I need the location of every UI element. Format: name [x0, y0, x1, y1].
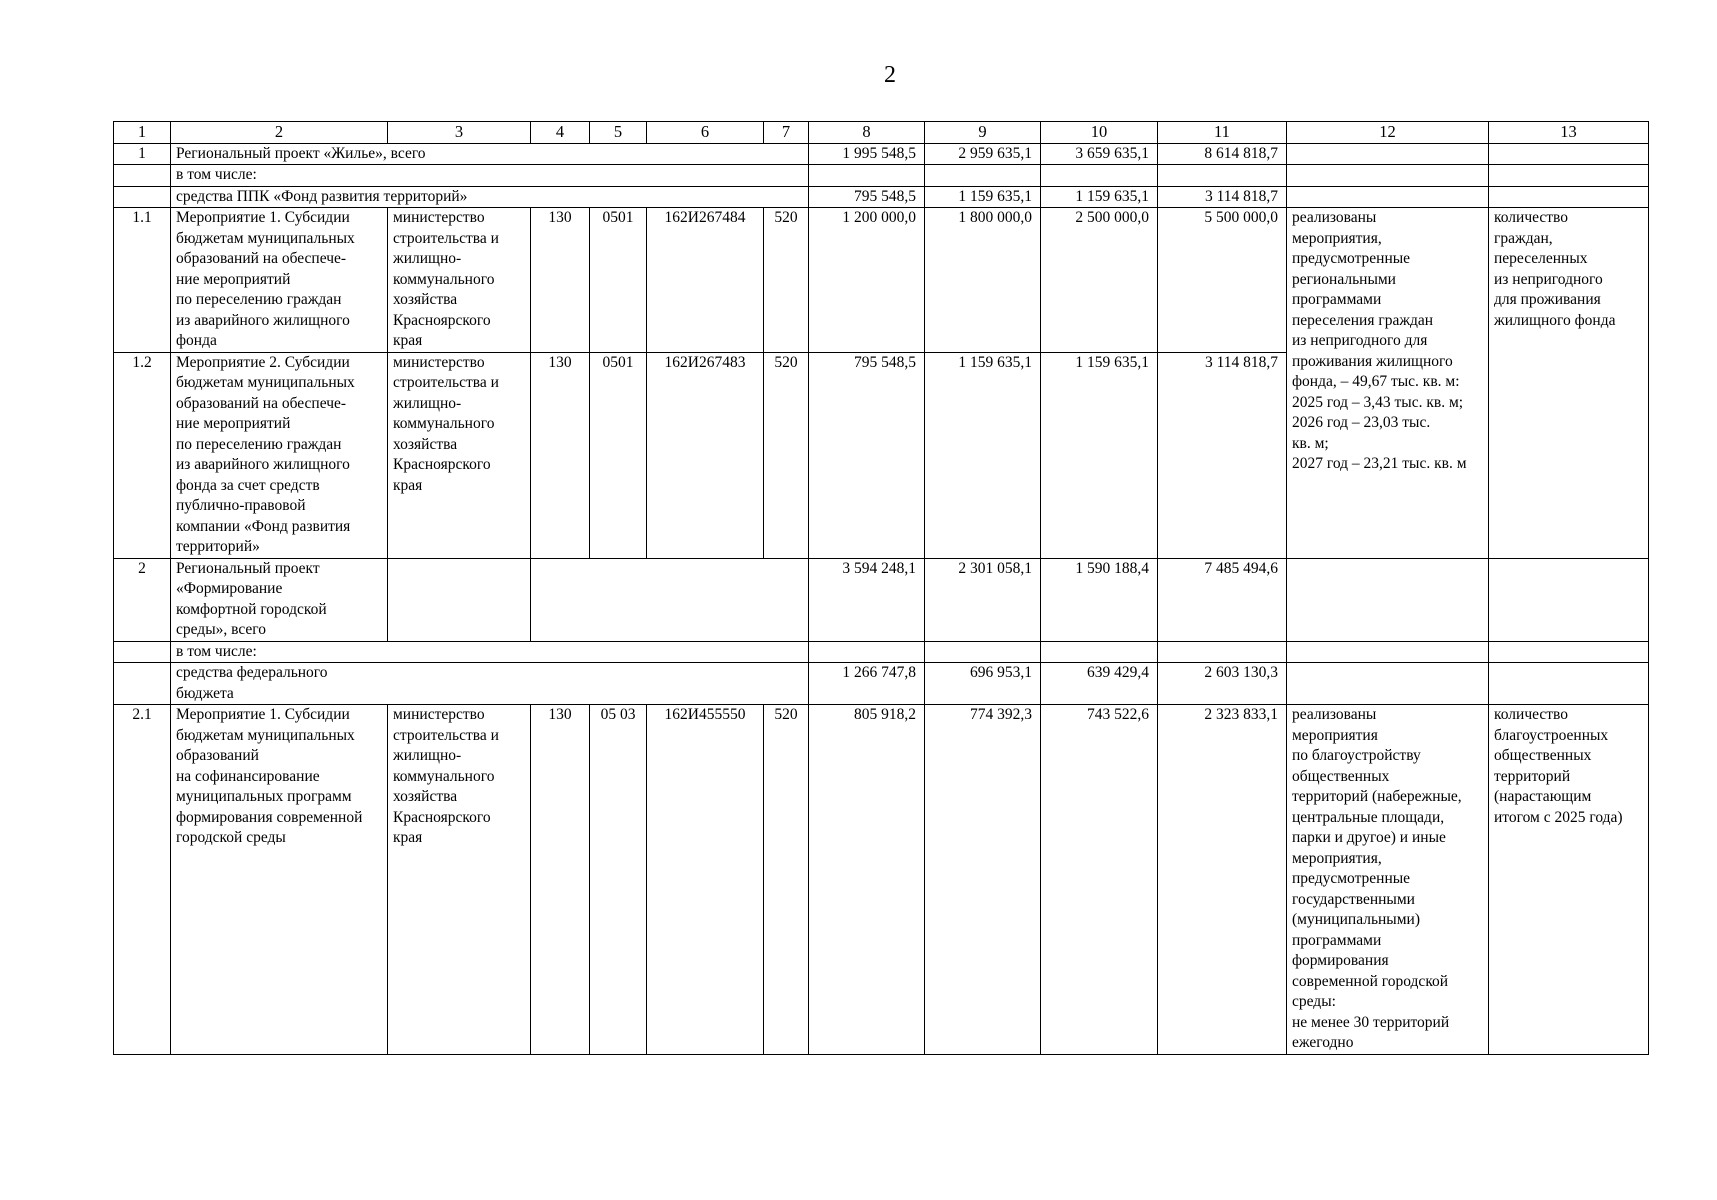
- amount-total: 2 603 130,3: [1158, 663, 1287, 705]
- measure-name: Мероприятие 2. Субсидии бюджетам муниципальных образований на обеспече- ние мероприятий по переселению граждан из аварийного жилищного фонда за счет средств публично-правовой компании «Фонд развития территорий»: [171, 352, 388, 558]
- csr-code: 162И267484: [647, 208, 764, 353]
- budget-table: [113, 121, 1649, 1055]
- vr-code: 520: [764, 705, 809, 1055]
- table-row: [114, 165, 1649, 187]
- header-cell: 11: [1158, 122, 1287, 144]
- grbs-code: 130: [531, 352, 590, 558]
- amount-2026: 1 159 635,1: [925, 352, 1041, 558]
- measure-name: Мероприятие 1. Субсидии бюджетам муниципальных образований на софинансирование муниципальных программ формирования современной городской среды: [171, 705, 388, 1055]
- amount-2025: 1 995 548,5: [809, 143, 925, 165]
- amount-total: 7 485 494,6: [1158, 558, 1287, 641]
- project-name: Региональный проект «Формирование комфортной городской среды», всего: [171, 558, 388, 641]
- amount-2027: 743 522,6: [1041, 705, 1158, 1055]
- funding-source-label: средства ППК «Фонд развития территорий»: [171, 186, 809, 208]
- header-cell: 6: [647, 122, 764, 144]
- header-cell: 13: [1489, 122, 1649, 144]
- grbs-code: 130: [531, 705, 590, 1055]
- executor: министерство строительства и жилищно- коммунального хозяйства Красноярского края: [388, 208, 531, 353]
- amount-2025: 795 548,5: [809, 186, 925, 208]
- amount-total: 3 114 818,7: [1158, 186, 1287, 208]
- amount-2026: 1 800 000,0: [925, 208, 1041, 353]
- table-row: [114, 705, 1649, 1055]
- row-number: 2: [114, 558, 171, 641]
- expected-result: реализованы мероприятия по благоустройству общественных территорий (набережные, центральные площади, парки и другое) и иные мероприятия, предусмотренные государственными (муниципальными) программами формирования современной городской среды: не менее 30 территорий ежегодно: [1287, 705, 1489, 1055]
- header-cell: 5: [590, 122, 647, 144]
- indicator: количество граждан, переселенных из непригодного для проживания жилищного фонда: [1489, 208, 1649, 559]
- table-header-row: [114, 122, 1649, 144]
- table-row: [114, 186, 1649, 208]
- csr-code: 162И267483: [647, 352, 764, 558]
- amount-2026: 774 392,3: [925, 705, 1041, 1055]
- vr-code: 520: [764, 352, 809, 558]
- project-name: Региональный проект «Жилье», всего: [171, 143, 809, 165]
- amount-2027: 2 500 000,0: [1041, 208, 1158, 353]
- amount-2026: 696 953,1: [925, 663, 1041, 705]
- table-row: [114, 641, 1649, 663]
- amount-2026: 2 301 058,1: [925, 558, 1041, 641]
- amount-2026: 2 959 635,1: [925, 143, 1041, 165]
- csr-code: 162И455550: [647, 705, 764, 1055]
- header-cell: 4: [531, 122, 590, 144]
- header-cell: 12: [1287, 122, 1489, 144]
- funding-source-label: средства федерального бюджета: [171, 663, 809, 705]
- row-number: 1.2: [114, 352, 171, 558]
- amount-total: 8 614 818,7: [1158, 143, 1287, 165]
- table-row: [114, 558, 1649, 641]
- including-label: в том числе:: [171, 641, 809, 663]
- amount-2027: 1 590 188,4: [1041, 558, 1158, 641]
- amount-2027: 1 159 635,1: [1041, 186, 1158, 208]
- header-cell: 9: [925, 122, 1041, 144]
- amount-total: 5 500 000,0: [1158, 208, 1287, 353]
- measure-name: Мероприятие 1. Субсидии бюджетам муниципальных образований на обеспече- ние мероприятий по переселению граждан из аварийного жилищного фонда: [171, 208, 388, 353]
- amount-total: 3 114 818,7: [1158, 352, 1287, 558]
- header-cell: 10: [1041, 122, 1158, 144]
- page-number: 2: [884, 62, 896, 88]
- amount-2025: 3 594 248,1: [809, 558, 925, 641]
- vr-code: 520: [764, 208, 809, 353]
- amount-2025: 805 918,2: [809, 705, 925, 1055]
- amount-2027: 639 429,4: [1041, 663, 1158, 705]
- table-row: [114, 208, 1649, 353]
- amount-2025: 1 200 000,0: [809, 208, 925, 353]
- table-row: [114, 143, 1649, 165]
- header-cell: 1: [114, 122, 171, 144]
- header-cell: 2: [171, 122, 388, 144]
- table-row: [114, 663, 1649, 705]
- amount-2026: 1 159 635,1: [925, 186, 1041, 208]
- row-number: 1: [114, 143, 171, 165]
- grbs-code: 130: [531, 208, 590, 353]
- header-cell: 3: [388, 122, 531, 144]
- executor: министерство строительства и жилищно- коммунального хозяйства Красноярского края: [388, 352, 531, 558]
- amount-2027: 3 659 635,1: [1041, 143, 1158, 165]
- indicator: количество благоустроенных общественных территорий (нарастающим итогом с 2025 года): [1489, 705, 1649, 1055]
- amount-2025: 1 266 747,8: [809, 663, 925, 705]
- rzpr-code: 05 03: [590, 705, 647, 1055]
- header-cell: 7: [764, 122, 809, 144]
- rzpr-code: 0501: [590, 352, 647, 558]
- header-cell: 8: [809, 122, 925, 144]
- row-number: 1.1: [114, 208, 171, 353]
- expected-result: реализованы мероприятия, предусмотренные региональными программами переселения граждан из непригодного для проживания жилищного фонда, – 49,67 тыс. кв. м: 2025 год – 3,43 тыс. кв. м; 2026 год – 23,03 тыс. кв. м; 2027 год – 23,21 тыс. кв. м: [1287, 208, 1489, 559]
- including-label: в том числе:: [171, 165, 809, 187]
- amount-2027: 1 159 635,1: [1041, 352, 1158, 558]
- rzpr-code: 0501: [590, 208, 647, 353]
- amount-2025: 795 548,5: [809, 352, 925, 558]
- executor: министерство строительства и жилищно- коммунального хозяйства Красноярского края: [388, 705, 531, 1055]
- row-number: 2.1: [114, 705, 171, 1055]
- amount-total: 2 323 833,1: [1158, 705, 1287, 1055]
